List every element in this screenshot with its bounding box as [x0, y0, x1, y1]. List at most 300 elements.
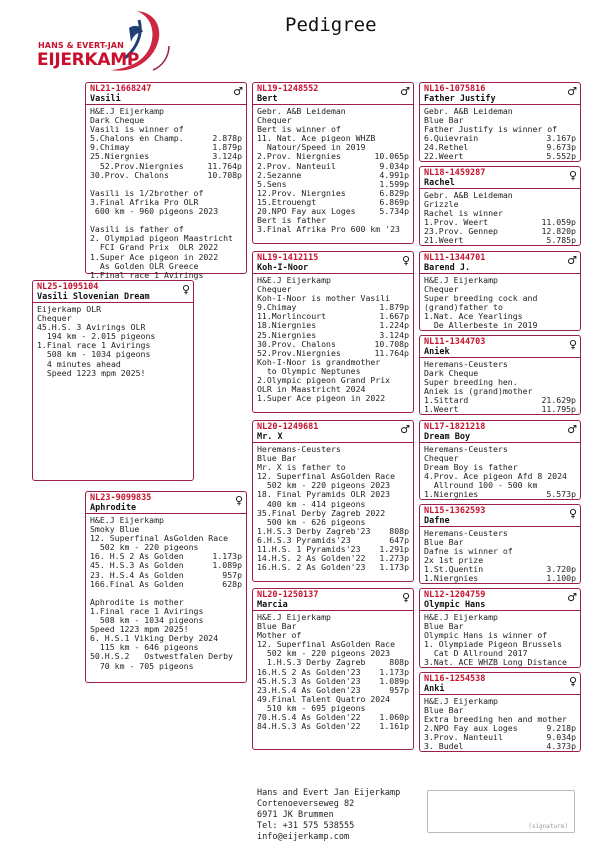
male-icon: ♂	[567, 85, 577, 98]
card-body	[420, 189, 580, 248]
info-line: 502 km - 220 pigeons 2023	[257, 649, 391, 659]
result-value: 1.089p	[379, 676, 409, 686]
info-line: 502 km - 220 pigeons	[90, 543, 199, 553]
result-label: 15.Etrouengt	[257, 197, 317, 207]
info-line: H&E.J Eijerkamp	[424, 276, 498, 285]
result-label: 2.Prov. Nanteuil	[257, 161, 336, 171]
result-value: 9.673p	[546, 143, 576, 153]
footer-address	[257, 788, 400, 843]
ring-number: NL20-1249681	[257, 422, 319, 432]
pigeon-name: Dream Boy	[424, 432, 471, 442]
pigeon-name: Barend J.	[424, 263, 471, 273]
pigeon-name: Dafne	[424, 516, 450, 526]
info-line: Dark Cheque	[90, 116, 145, 126]
result-label: 2.Prov. Niergnies	[257, 152, 341, 162]
info-line: Blue Bar	[424, 116, 464, 126]
result-label: 16. H.S 2 As Golden	[90, 552, 184, 562]
ring-number: NL11-1344701	[424, 253, 486, 263]
result-row	[424, 152, 576, 161]
info-line: Cat D Allround 2017	[424, 649, 528, 659]
result-label: 9.Chimay	[257, 303, 297, 313]
result-row	[257, 312, 409, 321]
pigeon-name: Aphrodite	[90, 503, 137, 513]
card-body	[420, 443, 580, 502]
result-value: 4.373p	[546, 742, 576, 752]
result-row	[257, 162, 409, 171]
info-line: 1. Olympiade Pigeon Brussels	[424, 640, 563, 650]
logo-subtitle: HANS & EVERT-JAN	[38, 41, 124, 50]
logo-name: EIJERKAMP	[37, 50, 139, 70]
info-line	[90, 589, 242, 598]
info-line: 18. Final Pyramids OLR 2023	[257, 490, 391, 500]
info-line: Heremans-Ceusters	[424, 445, 508, 454]
pigeon-name: Marcia	[257, 600, 288, 610]
result-row	[90, 552, 242, 561]
info-line: 600 km - 960 pigeons 2023	[90, 207, 219, 217]
info-line: Blue Bar	[424, 622, 464, 632]
pigeon-card-dream-boy	[419, 420, 581, 500]
result-value: 1.667p	[379, 312, 409, 322]
info-line: FCI Grand Prix OLR 2022	[90, 243, 219, 253]
result-label: 1.Prov. Weert	[424, 218, 489, 228]
info-line: H&E.J Eijerkamp	[424, 613, 498, 622]
info-line: 2.Olympic pigeon Grand Prix	[257, 376, 391, 386]
result-label: 1.H.S.3 Derby Zagreb	[257, 658, 366, 668]
result-value: 11.795p	[541, 405, 576, 415]
info-line: 508 km - 1034 pigeons	[37, 350, 151, 360]
info-line: 4.Prov. Ace pigeon Afd 8 2024	[424, 472, 567, 482]
result-value: 5.552p	[546, 152, 576, 162]
info-line: Speed 1223 mpm 2025!	[90, 625, 189, 635]
result-value: 11.764p	[207, 161, 242, 171]
info-line: 35.Final Derby Zagreb 2022	[257, 508, 386, 518]
card-header	[86, 492, 246, 514]
result-row	[257, 152, 409, 161]
pigeon-card-olympic-hans	[419, 588, 581, 668]
info-line: Super breeding hen.	[424, 378, 518, 388]
result-row	[257, 658, 409, 667]
ring-number: NL16-1254538	[424, 674, 486, 684]
info-line: Dark Cheque	[424, 369, 479, 379]
result-label: 5.Sens	[257, 179, 287, 189]
result-row	[90, 171, 242, 180]
result-label: 1.Weert	[424, 405, 459, 415]
pigeon-card-aniek	[419, 335, 581, 415]
card-header	[420, 421, 580, 443]
result-value: 1.273p	[379, 554, 409, 564]
result-value: 10.065p	[374, 152, 409, 162]
info-line: Blue Bar	[257, 622, 297, 632]
result-row	[257, 668, 409, 677]
info-line: 1.Final race 1 Avirings	[90, 606, 204, 616]
result-value: 9.034p	[546, 733, 576, 743]
result-label: 1.Niergnies	[424, 574, 479, 584]
info-line: Dafne is winner of	[424, 547, 513, 557]
result-label: 11.Morlincourt	[257, 312, 327, 322]
result-label: 16.H.S 2 As Golden'23	[257, 667, 361, 677]
result-label: 2.Sezanne	[257, 170, 302, 180]
card-body	[420, 105, 580, 164]
info-line: Aniek is (grand)mother	[424, 387, 533, 397]
pigeon-card-vasili-slovenian	[32, 280, 194, 481]
result-value: 957p	[389, 685, 409, 695]
result-value: 647p	[389, 535, 409, 545]
result-value: 957p	[222, 570, 242, 580]
result-row	[257, 189, 409, 198]
info-line: H&E.J Eijerkamp	[257, 276, 331, 285]
result-value: 10.708p	[374, 339, 409, 349]
result-value: 1.224p	[379, 321, 409, 331]
ring-number: NL19-1248552	[257, 84, 319, 94]
info-line: Speed 1223 mpm 2025!	[37, 368, 146, 378]
result-label: 52.Prov.Niergnies	[90, 161, 184, 171]
info-line: Vasili is father of	[90, 225, 184, 235]
info-line: to Olympic Neptunes	[257, 366, 361, 376]
male-icon: ♂	[400, 85, 410, 98]
info-line: Bert is father	[257, 216, 327, 226]
info-line: Blue Bar	[424, 706, 464, 716]
info-line: 12. Superfinal AsGolden Race	[257, 472, 396, 482]
pigeon-card-anki	[419, 672, 581, 752]
pigeon-name: Koh-I-Noor	[257, 263, 309, 273]
info-line: OLR in Maastricht 2024	[257, 385, 366, 395]
result-row	[257, 722, 409, 731]
result-label: 70.H.S.4 As Golden'22	[257, 713, 361, 723]
result-row	[257, 536, 409, 545]
info-line: (grand)father to	[424, 303, 503, 313]
info-line: Chequer	[424, 285, 459, 295]
logo	[33, 8, 183, 80]
footer-line: Tel: +31 575 538555	[257, 821, 355, 831]
pigeon-card-dafne	[419, 504, 581, 584]
info-line: Eijerkamp OLR	[37, 305, 102, 314]
male-icon: ♂	[567, 254, 577, 267]
footer-line: Cortenoeverseweg 82	[257, 799, 355, 809]
female-icon: ♀	[401, 254, 410, 267]
result-row	[424, 565, 576, 574]
info-line: Gebr. A&B Leideman	[424, 107, 513, 116]
page-title: Pedigree	[285, 14, 377, 36]
pigeon-card-aphrodite	[85, 491, 247, 683]
result-label: 23.Prov. Gennep	[424, 227, 498, 237]
card-header	[33, 281, 193, 303]
pigeon-card-rachel	[419, 166, 581, 246]
ring-number: NL21-1668247	[90, 84, 152, 94]
info-line: Blue Bar	[424, 538, 464, 548]
result-value: 3.720p	[546, 565, 576, 575]
result-value: 6.869p	[379, 197, 409, 207]
ring-number: NL11-1344703	[424, 337, 486, 347]
pigeon-card-marcia	[252, 588, 414, 750]
info-line: Vasili is 1/2brother of	[90, 188, 204, 198]
male-icon: ♂	[567, 423, 577, 436]
result-label: 45.H.S.3 As Golden'23	[257, 676, 361, 686]
result-label: 30.Prov. Chalons	[90, 170, 169, 180]
result-label: 6.Quievrain	[424, 134, 479, 144]
info-line: 1.Nat. Ace Yearlings	[424, 312, 523, 322]
pigeon-name: Aniek	[424, 347, 450, 357]
result-value: 808p	[389, 658, 409, 668]
result-row	[90, 152, 242, 161]
info-line: Koh-I-Noor is grandmother	[257, 357, 381, 367]
card-body	[86, 105, 246, 282]
card-header	[253, 421, 413, 443]
result-row	[424, 733, 576, 742]
card-header	[420, 505, 580, 527]
pigeon-card-father-justify	[419, 82, 581, 162]
result-row	[90, 580, 242, 589]
card-header	[420, 83, 580, 105]
info-line: 194 km - 2.015 pigeons	[37, 332, 156, 342]
card-body	[420, 695, 580, 754]
ring-number: NL19-1412115	[257, 253, 319, 263]
result-value: 1.060p	[379, 713, 409, 723]
info-line: H&E.J Eijerkamp	[424, 697, 498, 706]
info-line: 2. Olympiad pigeon Maastricht	[90, 234, 233, 244]
result-row	[90, 571, 242, 580]
result-value: 1.173p	[212, 552, 242, 562]
pigeon-name: Mr. X	[257, 432, 283, 442]
pigeon-card-vasili	[85, 82, 247, 280]
result-row	[257, 527, 409, 536]
result-row	[424, 724, 576, 733]
result-value: 1.161p	[379, 722, 409, 732]
info-line: 49.Final Talent Quatro 2024	[257, 694, 391, 704]
result-label: 52.Prov.Niergnies	[257, 348, 341, 358]
female-icon: ♀	[568, 169, 577, 182]
info-line: Natour/Speed in 2019	[257, 143, 366, 153]
result-value: 1.599p	[379, 179, 409, 189]
info-line: Koh-I-Noor is mother Vasili	[257, 294, 391, 304]
card-body	[420, 358, 580, 417]
ring-number: NL17-1821218	[424, 422, 486, 432]
result-label: 1.Sittard	[424, 396, 469, 406]
result-value: 1.100p	[546, 574, 576, 584]
info-line: 6. H.S.1 Viking Derby 2024	[90, 634, 219, 644]
info-line: Rachel is winner	[424, 209, 503, 219]
card-header	[420, 589, 580, 611]
result-row	[424, 227, 576, 236]
result-row	[90, 143, 242, 152]
info-line: De Allerbeste in 2019	[424, 321, 538, 331]
result-row	[424, 490, 576, 499]
info-line: Gebr. A&B Leideman	[257, 107, 346, 116]
card-body	[86, 514, 246, 673]
info-line: Grizzle	[424, 200, 459, 210]
result-row	[424, 574, 576, 583]
pigeon-card-koh-i-noor	[252, 251, 414, 413]
result-row	[90, 134, 242, 143]
info-line: 500 km - 626 pigeons	[257, 517, 366, 527]
result-row	[257, 198, 409, 207]
male-icon: ♂	[233, 85, 243, 98]
info-line: Dream Boy is father	[424, 463, 518, 473]
pigeon-name: Rachel	[424, 178, 455, 188]
info-line: Blue Bar	[257, 454, 297, 464]
card-body	[253, 105, 413, 236]
card-header	[253, 83, 413, 105]
info-line: 508 km - 1034 pigeons	[90, 616, 204, 626]
ring-number: NL15-1362593	[424, 506, 486, 516]
ring-number: NL23-9099835	[90, 493, 152, 503]
result-row	[257, 686, 409, 695]
info-line: 1.Super Ace pigeon in 2022	[257, 394, 386, 404]
result-value: 6.829p	[379, 188, 409, 198]
info-line	[90, 216, 242, 225]
result-label: 11.H.S. 1 Pyramids'23	[257, 545, 361, 555]
result-row	[424, 218, 576, 227]
result-row	[424, 143, 576, 152]
info-line: As Golden OLR Greece	[90, 261, 199, 271]
card-body	[33, 303, 193, 380]
card-body	[253, 274, 413, 405]
info-line: 2x 1st prize	[424, 556, 484, 566]
result-row	[90, 561, 242, 570]
result-label: 18.Niergnies	[257, 321, 317, 331]
info-line: 12. Superfinal AsGolden Race	[257, 640, 396, 650]
info-line: 12. Superfinal AsGolden Race	[90, 534, 229, 544]
result-value: 11.764p	[374, 348, 409, 358]
result-label: 30.Prov. Chalons	[257, 339, 336, 349]
card-body	[253, 443, 413, 574]
info-line: Extra breeding hen and mother	[424, 715, 567, 725]
pigeon-name: Olympic Hans	[424, 600, 486, 610]
result-label: 3.Prov. Nanteuil	[424, 733, 503, 743]
result-value: 11.059p	[541, 218, 576, 228]
ring-number: NL12-1204759	[424, 590, 486, 600]
result-row	[257, 713, 409, 722]
info-line: 50.H.S.2 Ostwestfalen Derby	[90, 652, 233, 662]
result-label: 9.Chimay	[90, 143, 130, 153]
info-line: H&E.J Eijerkamp	[257, 613, 331, 622]
result-row	[257, 677, 409, 686]
info-line: Mr. X is father to	[257, 463, 346, 473]
ring-number: NL16-1075816	[424, 84, 486, 94]
info-line: 70 km - 705 pigeons	[90, 661, 194, 671]
signature-box	[427, 790, 575, 833]
info-line: 502 km - 220 pigeons 2023	[257, 481, 391, 491]
result-value: 3.167p	[546, 134, 576, 144]
pigeon-name: Bert	[257, 94, 278, 104]
result-label: 6.H.S.3 Pyramids'23	[257, 535, 351, 545]
card-body	[420, 527, 580, 586]
card-body	[253, 611, 413, 733]
result-label: 23. H.S.4 As Golden	[90, 570, 184, 580]
ring-number: NL25-1095104	[37, 282, 99, 292]
info-line: Father Justify is winner of	[424, 125, 558, 135]
result-label: 84.H.S.3 As Golden'22	[257, 722, 361, 732]
result-label: 25.Niergnies	[257, 330, 317, 340]
info-line: Super breeding cock and	[424, 294, 538, 304]
male-icon: ♂	[400, 423, 410, 436]
info-line: H&E.J Eijerkamp	[90, 516, 164, 525]
card-header	[420, 167, 580, 189]
info-line: Chequer	[257, 285, 292, 295]
result-row	[257, 349, 409, 358]
result-row	[257, 340, 409, 349]
info-line: Smoky Blue	[90, 525, 140, 535]
result-row	[257, 331, 409, 340]
result-label: 21.Weert	[424, 236, 464, 246]
info-line: 3.Nat. ACE WHZB Long Distance	[424, 658, 567, 668]
pigeon-name: Vasili Slovenian Dream	[37, 292, 150, 302]
result-label: 22.Weert	[424, 152, 464, 162]
result-label: 2.NPO Fay aux Loges	[424, 724, 518, 734]
info-line: Chequer	[257, 116, 292, 126]
footer-line: 6971 JK Brummen	[257, 810, 334, 820]
info-line: 400 km - 414 pigeons	[257, 499, 366, 509]
result-value: 3.124p	[379, 330, 409, 340]
info-line: H&E.J Eijerkamp	[90, 107, 164, 116]
info-line: 1.Super Ace pigeon in 2022	[90, 252, 219, 262]
card-body	[420, 611, 580, 670]
result-value: 21.629p	[541, 396, 576, 406]
card-header	[253, 589, 413, 611]
result-value: 4.991p	[379, 170, 409, 180]
result-row	[424, 742, 576, 751]
info-line: Heremans-Ceusters	[257, 445, 341, 454]
result-value: 1.879p	[379, 303, 409, 313]
card-header	[420, 252, 580, 274]
result-label: 12.Prov. Niergnies	[257, 188, 346, 198]
info-line: 1.Final race 1 Avirings	[37, 341, 151, 351]
pigeon-name: Anki	[424, 684, 445, 694]
info-line: Olympic Hans is winner of	[424, 631, 548, 641]
info-line: Mother of	[257, 631, 302, 641]
pigeon-name: Father Justify	[424, 94, 496, 104]
result-value: 5.734p	[379, 207, 409, 217]
result-value: 808p	[389, 526, 409, 536]
result-value: 1.173p	[379, 667, 409, 677]
result-value: 3.124p	[212, 152, 242, 162]
result-row	[424, 405, 576, 414]
info-line: 3.Final Afrika Pro OLR	[90, 197, 199, 207]
info-line: Gebr. A&B Leideman	[424, 191, 513, 200]
result-row	[257, 321, 409, 330]
info-line: 510 km - 695 pigeons	[257, 703, 366, 713]
card-body	[420, 274, 580, 333]
info-line: 45.H.S. 3 Avirings OLR	[37, 323, 146, 333]
result-label: 1.Niergnies	[424, 490, 479, 500]
result-label: 1.St.Quentin	[424, 565, 484, 575]
result-row	[257, 545, 409, 554]
result-label: 166.Final As Golden	[90, 579, 184, 589]
info-line: Heremans-Ceusters	[424, 529, 508, 538]
result-value: 5.785p	[546, 236, 576, 246]
info-line: 3.Final Afrika Pro 600 km '23	[257, 225, 400, 235]
info-line: Chequer	[37, 314, 72, 324]
result-row	[424, 236, 576, 245]
result-row	[424, 396, 576, 405]
result-row	[257, 207, 409, 216]
female-icon: ♀	[568, 675, 577, 688]
result-label: 24.Rethel	[424, 143, 469, 153]
info-line: 4 minutes ahead	[37, 359, 121, 369]
female-icon: ♀	[181, 283, 190, 296]
female-icon: ♀	[401, 591, 410, 604]
info-line: Aphrodite is mother	[90, 597, 184, 607]
pigeon-name: Vasili	[90, 94, 121, 104]
result-value: 9.034p	[379, 161, 409, 171]
result-row	[257, 180, 409, 189]
result-label: 16.H.S. 2 As Golden'23	[257, 563, 366, 573]
result-label: 1.H.S.3 Derby Zagreb'23	[257, 526, 371, 536]
result-row	[90, 162, 242, 171]
result-label: 25.Niergnies	[90, 152, 150, 162]
pigeon-card-bert	[252, 82, 414, 244]
footer-line: Hans and Evert Jan Eijerkamp	[257, 788, 401, 798]
info-line	[90, 180, 242, 189]
